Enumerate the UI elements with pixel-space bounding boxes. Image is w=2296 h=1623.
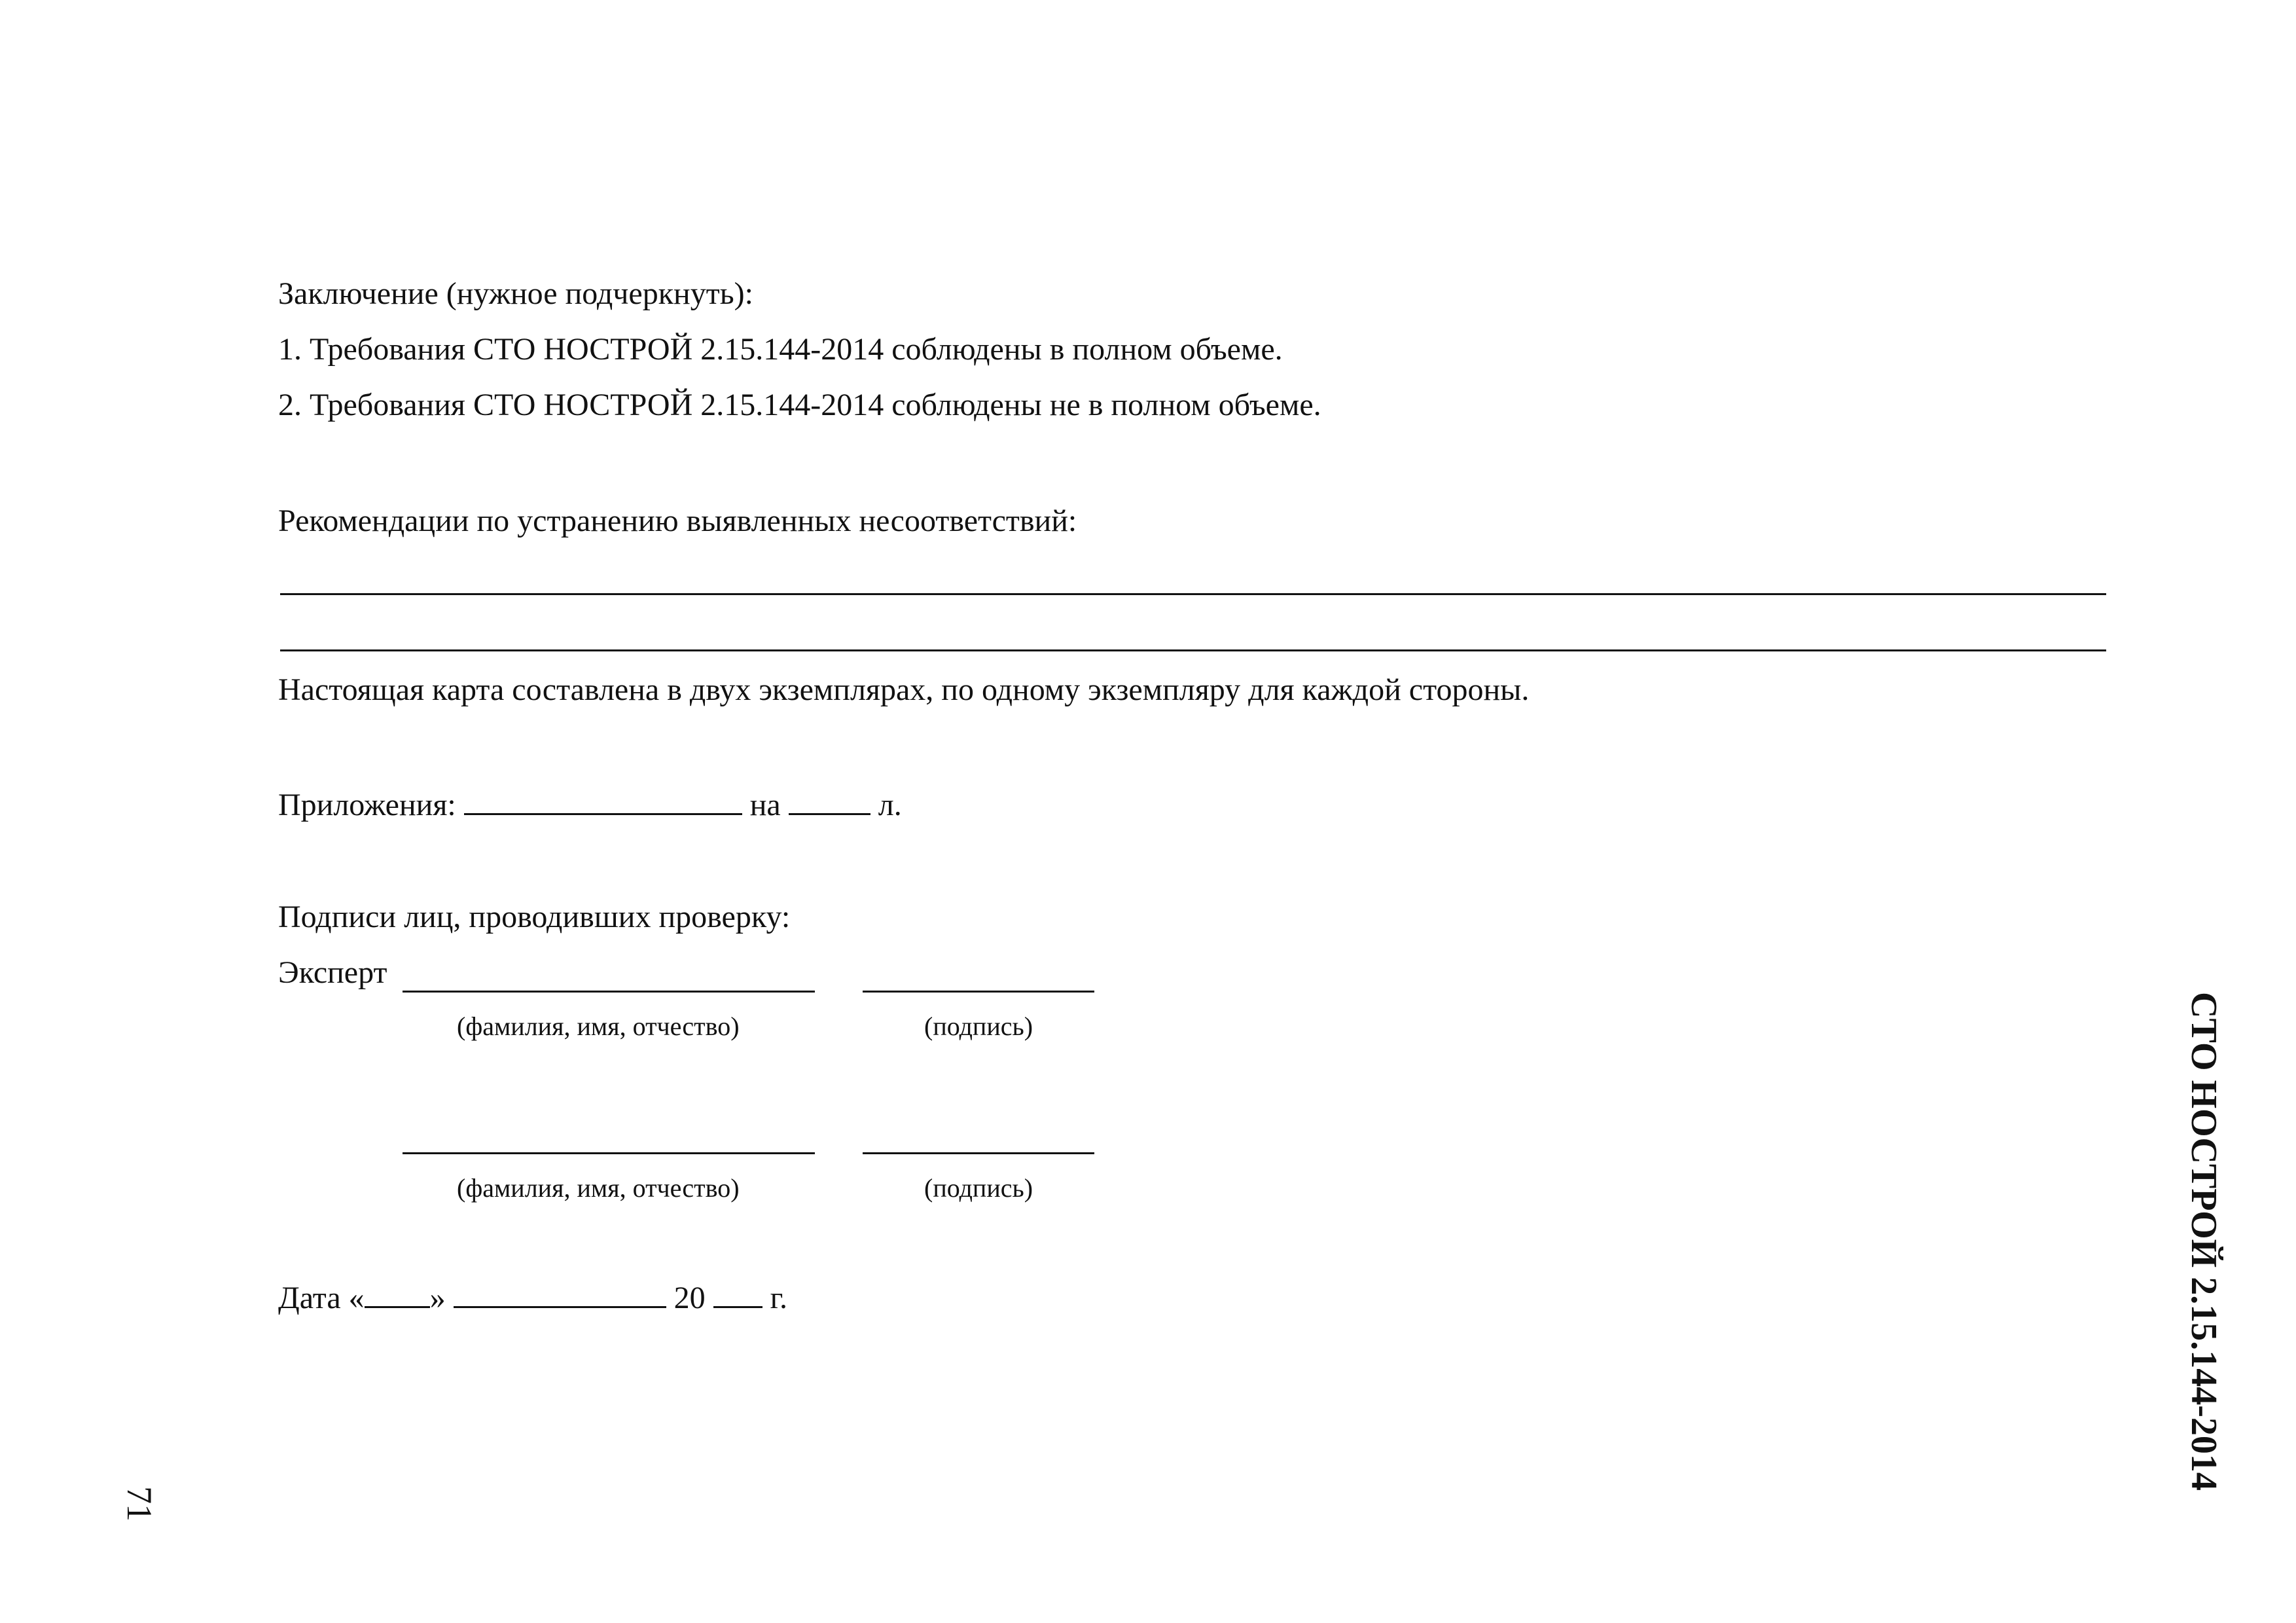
conclusion-item-2: 2. Требования СТО НОСТРОЙ 2.15.144-2014 соблюдены не в полном объеме.	[278, 388, 1321, 422]
date-day-blank	[365, 1280, 430, 1308]
expert-signature-line-2	[863, 1152, 1094, 1154]
expert-signature-line-1	[863, 991, 1094, 993]
recommendations-line-2	[280, 649, 2106, 651]
conclusion-item-1: 1. Требования СТО НОСТРОЙ 2.15.144-2014 соблюдены в полном объеме.	[278, 332, 1283, 367]
expert-name-line-2	[403, 1152, 815, 1154]
attachments-row	[278, 787, 902, 821]
date-label: Дата «	[278, 1281, 365, 1315]
date-year-suffix: г.	[770, 1281, 787, 1315]
attachments-on-label: на	[749, 788, 781, 822]
side-title: СТО НОСТРОЙ 2.15.144-2014	[2183, 992, 2224, 1491]
attachments-sheets-label: л.	[878, 788, 902, 822]
expert-label: Эксперт	[278, 955, 387, 990]
name-caption-1: (фамилия, имя, отчество)	[457, 1012, 740, 1041]
recommendations-line-1	[280, 593, 2106, 595]
signature-caption-2: (подпись)	[924, 1173, 1033, 1203]
page-number: 71	[120, 1486, 159, 1522]
date-month-blank	[454, 1280, 666, 1308]
attachments-label: Приложения:	[278, 788, 456, 822]
name-caption-2: (фамилия, имя, отчество)	[457, 1173, 740, 1203]
date-close-quote: »	[429, 1281, 446, 1315]
date-year-blank	[713, 1280, 762, 1308]
date-year-prefix: 20	[673, 1281, 706, 1315]
attachments-name-blank	[464, 787, 742, 815]
signature-caption-1: (подпись)	[924, 1012, 1033, 1041]
copies-note: Настоящая карта составлена в двух экземплярах, по одному экземпляру для каждой стороны.	[278, 672, 1530, 707]
attachments-sheets-blank	[789, 787, 870, 815]
date-row	[278, 1280, 787, 1314]
conclusion-heading: Заключение (нужное подчеркнуть):	[278, 276, 753, 311]
recommendations-heading: Рекомендации по устранению выявленных несоответствий:	[278, 503, 1077, 538]
expert-name-line-1	[403, 991, 815, 993]
signatures-heading: Подписи лиц, проводивших проверку:	[278, 900, 791, 934]
